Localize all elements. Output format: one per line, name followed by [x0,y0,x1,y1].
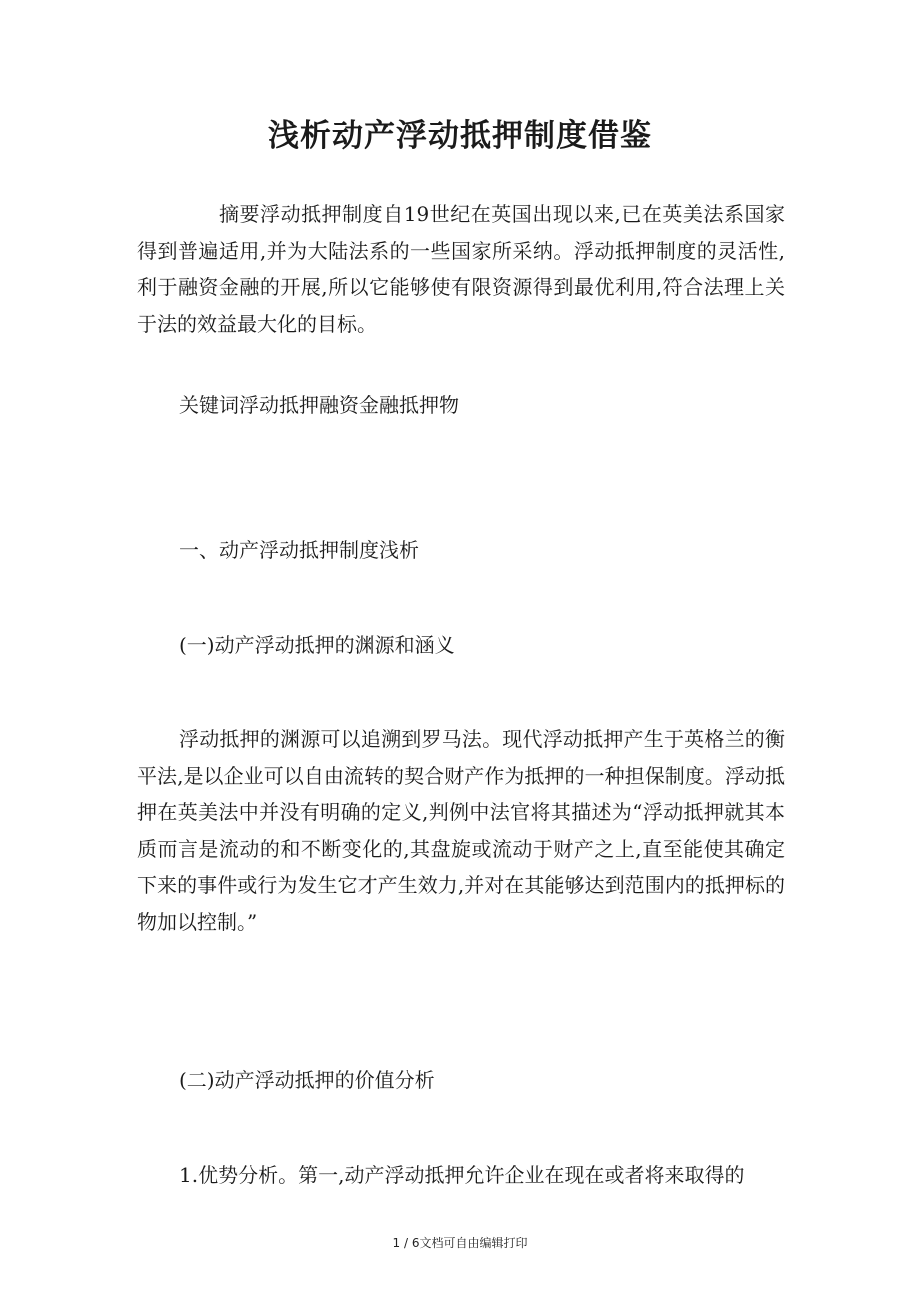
subsection-heading-2: (二)动产浮动抵押的价值分析 [179,1068,435,1092]
page-current: 1 [392,1236,401,1250]
subsection-2-paragraph: 1.优势分析。第一,动产浮动抵押允许企业在现在或者将来取得的 [179,1163,745,1187]
page-separator: / [400,1236,412,1250]
keywords-line: 关键词浮动抵押融资金融抵押物 [179,393,459,417]
abstract-paragraph: 摘要浮动抵押制度自19世纪在英国出现以来,已在英美法系国家得到普遍适用,并为大陆法系的一些国家所采纳。浮动抵押制度的灵活性,利于融资金融的开展,所以它能够使有限资源得到最优利用,符合法理上关于法的效益最大化的目标。 [137,202,785,336]
page-footer [0,1234,920,1252]
footer-note: 文档可自由编辑打印 [419,1236,528,1250]
subsection-heading-1: (一)动产浮动抵押的渊源和涵义 [179,633,455,657]
page-total: 6 [411,1236,420,1250]
document-title: 浅析动产浮动抵押制度借鉴 [268,118,652,154]
subsection-1-paragraph: 浮动抵押的渊源可以追溯到罗马法。现代浮动抵押产生于英格兰的衡平法,是以企业可以自由流转的契合财产作为抵押的一种担保制度。浮动抵押在英美法中并没有明确的定义,判例中法官将其描述为“浮动抵押就其本质而言是流动的和不断变化的,其盘旋或流动于财产之上,直至能使其确定下来的事件或行为发生它才产生效力,并对在其能够达到范围内的抵押标的物加以控制。” [137,727,785,934]
section-heading-1: 一、动产浮动抵押制度浅析 [179,538,419,562]
